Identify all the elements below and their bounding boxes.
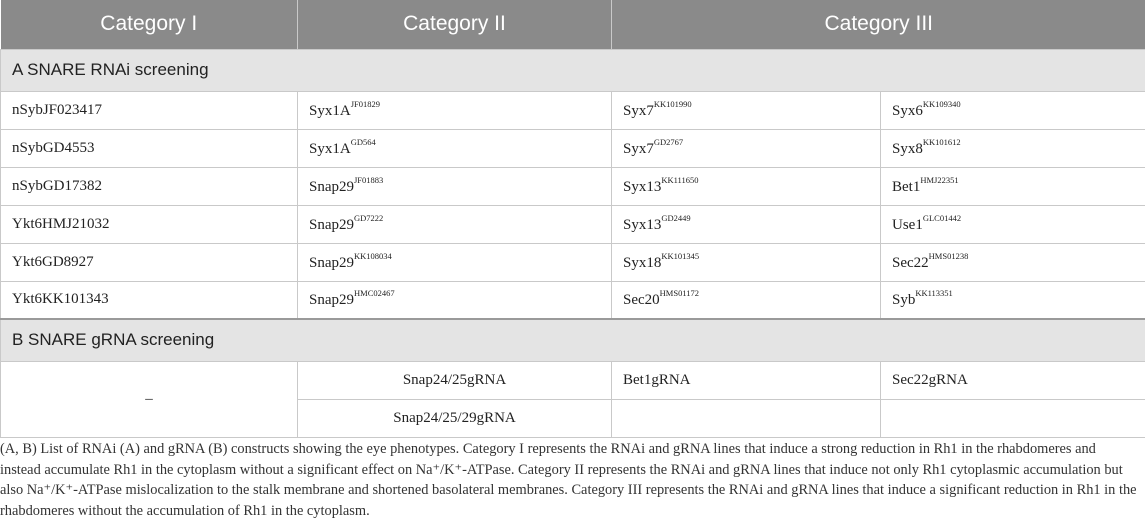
category-2-cell	[298, 129, 612, 167]
category-3a-cell	[612, 243, 881, 281]
table-row	[1, 243, 1145, 281]
construct-name: Syx8	[892, 140, 923, 157]
construct-name: Snap29	[309, 292, 354, 309]
table-row	[1, 91, 1145, 129]
category-3a-cell	[612, 129, 881, 167]
construct-name: Ykt6KK101343	[12, 291, 109, 308]
construct-line-id: KK101345	[661, 250, 700, 261]
table-row	[1, 205, 1145, 243]
category-1-cell	[1, 205, 298, 243]
category-3b-cell	[881, 205, 1145, 243]
category-2-cell	[298, 167, 612, 205]
construct-line-id: JF01829	[350, 98, 380, 109]
category-3a-cell	[612, 91, 881, 129]
category-3b-cell	[881, 167, 1145, 205]
section-a-row	[1, 49, 1145, 91]
category-3b-cell	[881, 243, 1145, 281]
construct-name: Syb	[892, 292, 916, 309]
category-2-cell	[298, 91, 612, 129]
construct-name: Ykt6HMJ21032	[12, 215, 110, 232]
category-1-cell	[1, 129, 298, 167]
category-2-cell	[298, 281, 612, 319]
construct-line-id: JF01883	[354, 174, 384, 185]
header-category-3: Category III	[612, 0, 1145, 49]
header-category-1: Category I	[1, 0, 298, 49]
construct-name: Snap29	[309, 178, 354, 195]
category-3b-cell	[881, 281, 1145, 319]
table-row	[1, 129, 1145, 167]
construct-line-id: GLC01442	[922, 212, 962, 223]
construct-line-id: HMS01238	[928, 250, 969, 261]
gRNA-category-1-cell: –	[1, 361, 298, 437]
construct-name: Syx13	[623, 216, 662, 233]
category-3a-cell	[612, 167, 881, 205]
category-2-cell	[298, 243, 612, 281]
construct-line-id: KK109340	[922, 98, 961, 109]
construct-line-id: KK101612	[922, 136, 961, 147]
category-1-cell	[1, 91, 298, 129]
section-b-label: B SNARE gRNA screening	[1, 319, 1145, 361]
construct-name: nSybGD17382	[12, 177, 103, 194]
construct-line-id: GD564	[350, 136, 376, 147]
category-3a-cell	[612, 205, 881, 243]
construct-name: Syx7	[623, 102, 654, 119]
construct-line-id: HMS01172	[659, 288, 700, 299]
construct-name: Ykt6GD8927	[12, 253, 94, 270]
gRNA-category-2-cell: Snap24/25/29gRNA	[298, 399, 612, 437]
empty-cell	[612, 399, 881, 437]
table-row	[1, 361, 1145, 399]
category-3a-cell	[612, 281, 881, 319]
gRNA-category-2-cell: Snap24/25gRNA	[298, 361, 612, 399]
construct-line-id: HMJ22351	[920, 174, 959, 185]
construct-line-id: KK113351	[915, 288, 953, 299]
construct-line-id: GD2767	[653, 136, 684, 147]
category-1-cell	[1, 281, 298, 319]
construct-name: Syx18	[623, 254, 662, 271]
construct-name: Syx6	[892, 102, 923, 119]
construct-name: Sec20	[623, 292, 660, 309]
category-3b-cell	[881, 91, 1145, 129]
construct-line-id: GD7222	[354, 212, 384, 223]
category-1-cell	[1, 167, 298, 205]
table-row	[1, 281, 1145, 319]
construct-line-id: KK108034	[354, 250, 392, 261]
construct-name: Snap29	[309, 216, 354, 233]
header-row	[1, 0, 1145, 49]
construct-name: Snap29	[309, 254, 354, 271]
table-footnote: (A, B) List of RNAi (A) and gRNA (B) constructs showing the eye phenotypes. Category I represents the RNAi and gRNA lines that induce a strong reduction in Rh1 in the rhabdomeres and instead accumulate Rh1 in the cytoplasm without a significant effect on Na⁺/K⁺-ATPase. Category II represents the RNAi and gRNA lines that induce not only Rh1 cytoplasmic accumulation but also Na⁺/K⁺-ATPase mislocalization to the stalk membrane and shortened basolateral membranes. Category III represents the RNAi and gRNA lines that induce a significant reduction in Rh1 in the rhabdomeres without the accumulation of Rh1 in the cytoplasm.	[0, 441, 1137, 519]
section-b-row	[1, 319, 1145, 361]
construct-name: Syx1A	[309, 102, 351, 119]
construct-name: nSybJF023417	[12, 101, 103, 118]
construct-name: Use1	[892, 216, 923, 233]
header-category-2: Category II	[298, 0, 612, 49]
category-1-cell	[1, 243, 298, 281]
construct-name: Syx1A	[309, 140, 351, 157]
construct-name: nSybGD4553	[12, 139, 95, 156]
construct-line-id: KK111650	[661, 174, 699, 185]
category-2-cell	[298, 205, 612, 243]
construct-name: Bet1	[892, 178, 921, 195]
construct-name: Sec22	[892, 254, 929, 271]
table-row	[1, 167, 1145, 205]
gRNA-category-3b-cell: Sec22gRNA	[881, 361, 1145, 399]
empty-cell	[881, 399, 1145, 437]
construct-line-id: KK101990	[653, 98, 692, 109]
construct-name: Syx7	[623, 140, 654, 157]
category-3b-cell	[881, 129, 1145, 167]
construct-line-id: HMC02467	[354, 288, 395, 299]
construct-line-id: GD2449	[661, 212, 691, 223]
gRNA-category-3a-cell: Bet1gRNA	[612, 361, 881, 399]
construct-name: Syx13	[623, 178, 662, 195]
section-a-label: A SNARE RNAi screening	[1, 49, 1145, 91]
